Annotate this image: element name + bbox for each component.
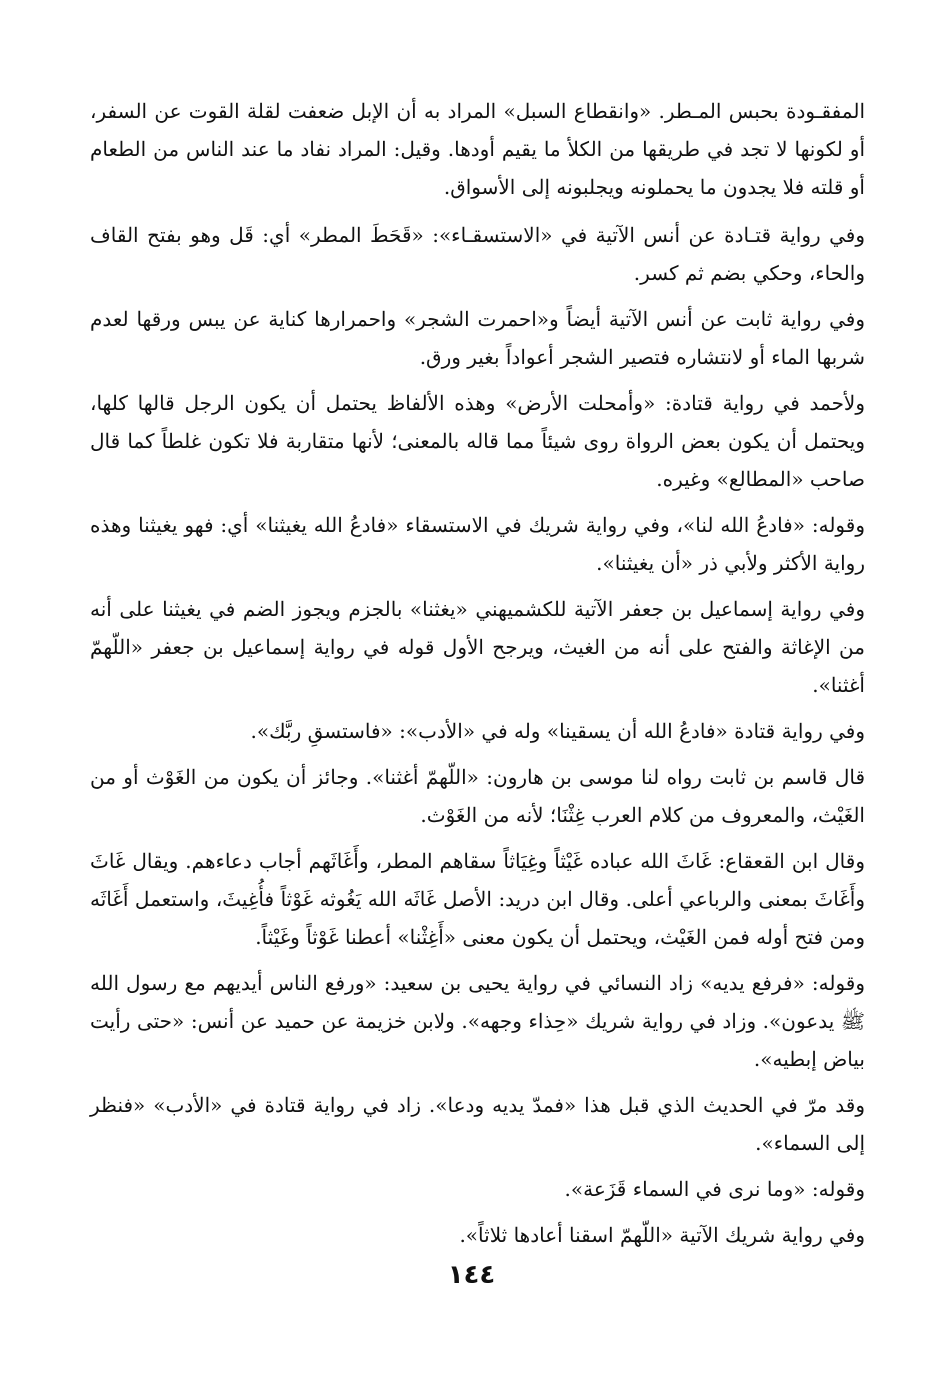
paragraph-12: وقوله: «وما نرى في السماء قَزَعة». bbox=[564, 1177, 865, 1201]
paragraph-4: ولأحمد في رواية قتادة: «وأمحلت الأرض» وهذه الألفاظ يحتمل أن يكون الرجل قالها كلها، ويحتمل أن يكون بعض الرواة روى شيئاً مما قاله بالمعنى؛ لأنها متقاربة فلا تكون غلطاً كما قال صاحب «المطالع» وغيره. bbox=[90, 391, 865, 491]
page-number: ١٤٤ bbox=[447, 1260, 496, 1290]
paragraph-8: قال قاسم بن ثابت رواه لنا موسى بن هارون: «اللّهمّ أغثنا». وجائز أن يكون من الغَوْث أو من الغَيْث، والمعروف من كلام العرب غِثْنَا؛ لأنه من الغَوْث. bbox=[90, 765, 865, 827]
paragraph-13: وفي رواية شريك الآتية «اللّهمّ اسقنا أعادها ثلاثاً». bbox=[459, 1223, 865, 1247]
paragraph-11: وقد مرّ في الحديث الذي قبل هذا «فمدّ يديه ودعا». زاد في رواية قتادة في «الأدب» «فنظر إلى السماء». bbox=[90, 1093, 865, 1155]
paragraph-7: وفي رواية قتادة «فادعُ الله أن يسقينا» وله في «الأدب»: «فاستسقِ ربَّك». bbox=[250, 719, 865, 743]
paragraph-1: المفقـودة بحبس المـطر. «وانقطاع السبل» المراد به أن الإبل ضعفت لقلة القوت عن السفر، أو لكونها لا تجد في طريقها من الكلأ ما يقيم أودها. وقيل: المراد نفاد ما عند الناس من الطعام أو قلته فلا يجدون ما يحملونه ويجلبونه إلى الأسواق. bbox=[90, 99, 865, 199]
paragraph-3: وفي رواية ثابت عن أنس الآتية أيضاً و«احمرت الشجر» واحمرارها كناية عن يبس ورقها لعدم شربها الماء أو لانتشاره فتصير الشجر أعواداً بغير ورق. bbox=[90, 307, 865, 369]
paragraph-9: وقال ابن القعقاع: غَاثَ الله عباده غَيْثاً وغِيَاثاً سقاهم المطر، وأَغَاثَهم أجاب دعاءهم. ويقال غَاثَ وأَغَاثَ بمعنى والرباعي أعلى. وقال ابن دريد: الأصل غَاثَه الله يَغُوثه غَوْثاً فأُغِيثَ، واستعمل أَغَاثَه ومن فتح أوله فمن الغَيْث، ويحتمل أن يكون معنى «أَغِثْنا» أعطنا غَوْثاً وغَيْثاً. bbox=[90, 849, 865, 949]
paragraph-2: وفي رواية قتـادة عن أنس الآتية في «الاستسقـاء»: «قَحَطَ المطر» أي: قَل وهو بفتح القاف والحاء، وحكي بضم ثم كسر. bbox=[90, 223, 865, 285]
paragraph-5: وقوله: «فادعُ الله لنا»، وفي رواية شريك في الاستسقاء «فادعُ الله يغيثنا» أي: فهو يغيثنا وهذه رواية الأكثر ولأبي ذر «أن يغيثنا». bbox=[90, 513, 865, 575]
page-body bbox=[90, 92, 865, 1262]
paragraph-10: وقوله: «فرفع يديه» زاد النسائي في رواية يحيى بن سعيد: «ورفع الناس أيديهم مع رسول الله ﷺ يدعون». وزاد في رواية شريك «حِذاء وجهه». ولابن خزيمة عن حميد عن أنس: «حتى رأيت بياض إبطيه». bbox=[90, 971, 865, 1071]
paragraph-6: وفي رواية إسماعيل بن جعفر الآتية للكشميهني «يغثنا» بالجزم ويجوز الضم في يغيثنا على أنه من الإغاثة والفتح على أنه من الغيث، ويرجح الأول قوله في رواية إسماعيل بن جعفر «اللّهمّ أغثنا». bbox=[90, 597, 865, 697]
